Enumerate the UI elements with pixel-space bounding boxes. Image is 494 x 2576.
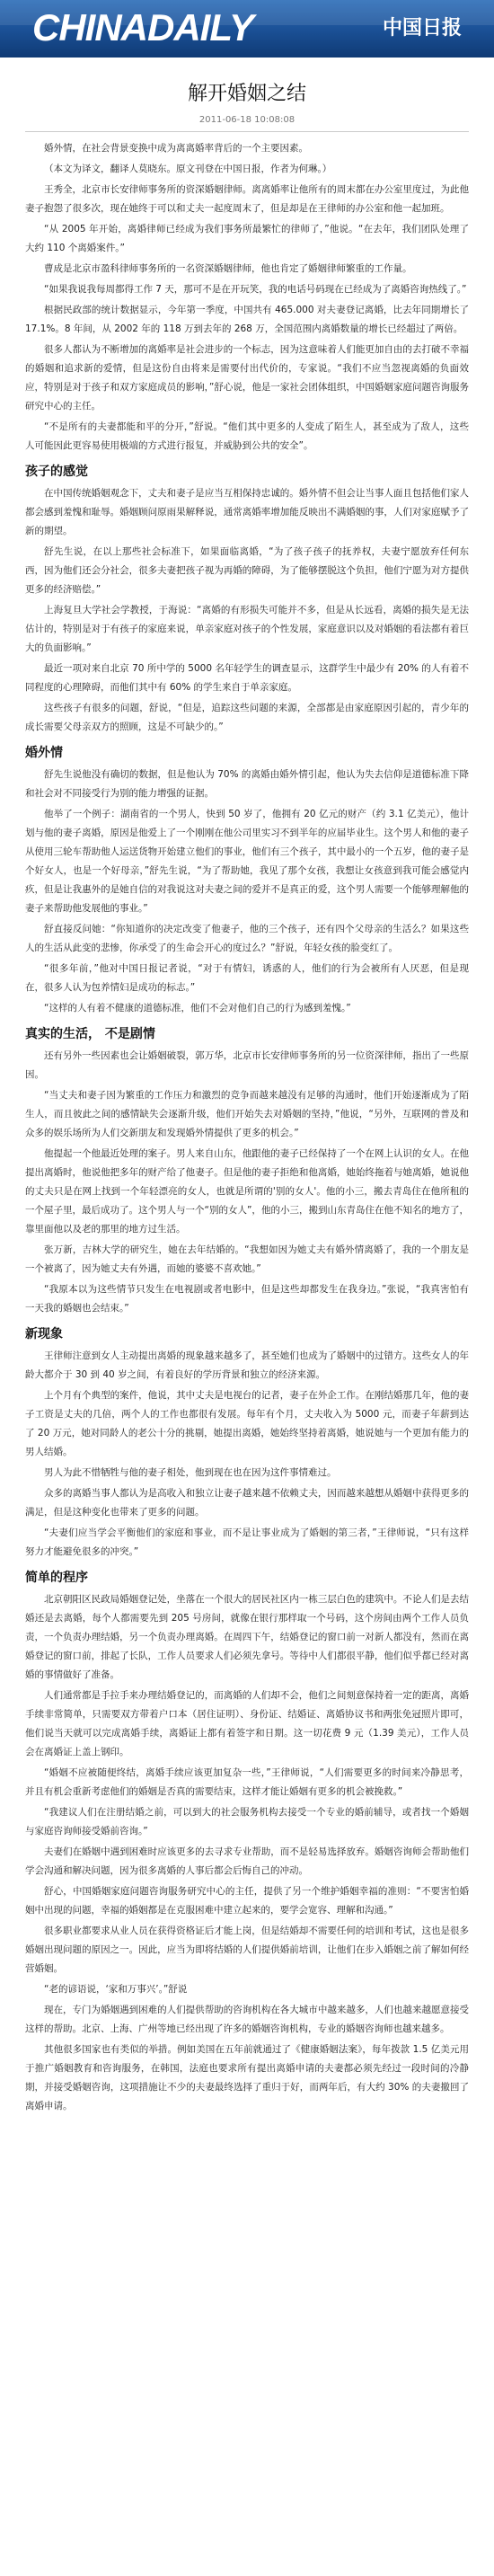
paragraph: 舒先生说，在以上那些社会标准下，如果面临离婚，“为了孩子孩子的抚养权，夫妻宁愿放弃任何东西，因为他们还会分社会，很多夫妻把孩子视为再婚的障碍，为了能够摆脱这个负担，他们宁愿为对方提供更多的经济赔偿。”	[25, 546, 469, 595]
paragraph: 舒直接反问她：“你知道你的决定改变了他妻子，他的三个孩子，还有四个父母亲的生活么？如果这些人的生活从此变的悲惨，你承受了的生命会开心的度过么？”舒说，年轻女孩的脸变红了。	[25, 924, 469, 953]
paragraph: 上个月有个典型的案件，他说，其中丈夫是电视台的记者，妻子在外企工作。在刚结婚那几年，他的妻子工资是丈夫的几倍，两个人的工作也都很有发展。每年有个月，丈夫收入为 5000 元，而妻子年薪到达了 20 万元，她对同龄人的老公十分的挑剔，她提出离婚，她始终坚持着离婚，她说她与一个更加有能力的男人结婚。	[25, 1390, 469, 1457]
paragraph: 还有另外一些因素也会让婚姻破裂，郭万华，北京市长安律师事务所的另一位资深律师，指出了一些原因。	[25, 1050, 469, 1080]
paragraph: 男人为此不惜牺牲与他的妻子相处，他到现在也在因为这件事情难过。	[44, 1467, 337, 1478]
site-logo[interactable]: CHINADAILY	[32, 6, 253, 49]
paragraph: “婚姻不应被随便终结，离婚手续应该更加复杂一些，”王律师说，“人们需要更多的时间来冷静思考，并且有机会重新考虑他们的婚姻是否真的需要结束，这样才能让婚姻有更多的机会被挽救。”	[25, 1767, 469, 1797]
paragraph: 舒心，中国婚姻家庭问题咨询服务研究中心的主任，提供了另一个维护婚姻幸福的准则：“不要害怕婚姻中出现的问题，幸福的婚姻都是在克服困难中建立起来的，要学会宽容、理解和沟通。”	[25, 1886, 469, 1916]
paragraph: 夫妻们在婚姻中遇到困难时应该更多的去寻求专业帮助，而不是轻易选择放弃。婚姻咨询师会帮助他们学会沟通和解决问题，因为很多离婚的人事后都会后悔自己的冲动。	[25, 1846, 469, 1876]
paragraph: “不是所有的夫妻都能和平的分开，”舒说。“他们其中更多的人变成了陌生人，甚至成为了敌人，这些人可能因此更容易使用极端的方式进行报复，并威胁到公共的安全”。	[25, 421, 469, 451]
paragraph: 这些孩子有很多的问题，舒说，“但是，追踪这些问题的来源，全部都是由家庭原因引起的，青少年的成长需要父母亲双方的照顾，这是不可缺少的。”	[25, 703, 469, 732]
paragraph: 他举了一个例子：湖南省的一个男人，快到 50 岁了，他拥有 20 亿元的财产（约 3.1 亿美元），他计划与他的妻子离婚，原因是他爱上了一个刚刚在他公司里实习不到半年的应届毕业生。这个男人和他的妻子从使用三轮车帮助他人运送货物开始建立他们的事业，他们有三个孩子，其中最小的一个五岁，他的妻子是个好女人，也是一个好母亲，”舒先生说，“为了帮助她，我见了那个女孩，我想让女孩意到我可能会感觉内疚，但是让我惠外的是她自信的对我说这对夫妻之间的爱并不是真正的爱，这个男人需要一个能够理解他的妻子来帮助他发展他的事业。”	[25, 809, 469, 914]
paragraph: 在中国传统婚姻观念下，丈夫和妻子是应当互相保持忠诚的。婚外情不但会让当事人面且包括他们家人都会感到羞愧和耻辱。婚姻顾问原雨果解释说，通常离婚率增加能反映出不满婚姻的事，人们对家庭赋予了新的期望。	[25, 488, 469, 536]
section-heading: 孩子的感觉	[25, 465, 88, 479]
paragraph: （本文为译文，翻译人莫晓东。原文刊登在中国日报，作者为何琳。）	[44, 164, 332, 174]
paragraph: 王秀全，北京市长安律师事务所的资深婚姻律师。离离婚率让他所有的周末都在办公室里度过，为此他妻子抱怨了很多次，现在她终于可以和丈夫一起度周末了，但是却是在王律师的办公室和他一起加班。	[25, 184, 469, 214]
paragraph: “很多年前，”他对中国日报记者说，“对于有情妇，诱惑的人，他们的行为会被所有人厌恶，但是现在，很多人认为包养情妇是成功的标志。”	[25, 963, 469, 993]
article-date: 2011-06-18 10:08:08	[198, 115, 296, 125]
paragraph: 其他很多国家也有类似的举措。例如美国在五年前就通过了《健康婚姻法案》，每年拨款 1.5 亿美元用于推广婚姻教育和咨询服务，在韩国，法庭也要求所有提出离婚申请的夫妻都必须先经过一段时间的冷静期，并接受婚姻咨询，这项措施让不少的夫妻最终选择了重归于好，而两年后，有大约 30% 的夫妻撤回了离婚申请。	[25, 2044, 469, 2111]
paragraph: 很多人都认为不断增加的离婚率是社会进步的一个标志，因为这意味着人们能更加自由的去打破不幸福的婚姻和追求新的爱情，但是这份自由将来是需要付出代价的，专家说。“我们不应当忽视离婚的负面效应，特别是对于孩子和双方家庭成员的影响，”舒心说，他是一家社会团体组织，中国婚姻家庭问题咨询服务研究中心的主任。	[25, 344, 469, 412]
paragraph: “夫妻们应当学会平衡他们的家庭和事业，而不是让事业成为了婚姻的第三者，”王律师说，“只有这样努力才能避免很多的冲突。”	[25, 1527, 469, 1557]
paragraph: 上海复旦大学社会学教授，于海说：“离婚的有形损失可能并不多，但是从长远看，离婚的损失是无法估计的，特别是对于有孩子的家庭来说，单亲家庭对孩子的个性发展，家庭意识以及对婚姻的看法都有着巨大的负面影响。”	[25, 605, 469, 653]
paragraph: 北京朝阳区民政局婚姻登记处，坐落在一个很大的居民社区内一栋三层白色的建筑中。不论人们是去结婚还是去离婚，每个人都需要先到 205 号房间，就像在银行那样取一个号码，这个房间由两个工作人员负责，一个负责办理结婚，另一个负责办理离婚。在周四下午，结婚登记的窗口前一对新人都没有，然而在离婚登记的窗口前，排起了长队，工作人员要求人们必须先拿号。等待中人们都很平静，他们似乎都已经对离婚的事情做好了准备。	[25, 1594, 469, 1680]
paragraph: “这样的人有着不健康的道德标准，他们不会对他们自己的行为感到羞愧。”	[44, 1003, 351, 1014]
section-heading: 真实的生活， 不是剧情	[25, 1027, 155, 1041]
paragraph: “从 2005 年开始，离婚律师已经成为我们事务所最繁忙的律师了，”他说。“在去年，我们团队处理了大约 110 个离婚案件。”	[25, 224, 469, 253]
paragraph: 人们通常都是手拉手来办理结婚登记的，而离婚的人们却不会，他们之间刻意保持着一定的距离，离婚手续非常简单，只需要双方带着户口本（居住证明）、身份证、结婚证、离婚协议书和两张免冠照片即可，他们说当天就可以完成离婚手续，离婚证上都有着签字和日期。这一切花费 9 元（1.39 美元），工作人员会在离婚证上盖上钢印。	[25, 1690, 469, 1757]
paragraph: “当丈夫和妻子因为繁重的工作压力和激烈的竞争而越来越没有足够的沟通时，他们开始逐渐成为了陌生人，而且彼此之间的感情缺失会逐渐升级，他们开始失去对婚姻的坚持，”他说，“另外，互联网的普及和众多的娱乐场所为人们交新朋友和发现婚外情提供了更多的机会。”	[25, 1090, 469, 1138]
section-heading: 新现象	[25, 1327, 63, 1341]
section-heading: 婚外情	[25, 746, 63, 760]
paragraph: “我原本以为这些情节只发生在电视剧或者电影中，但是这些却都发生在我身边。”张说，“我真害怕有一天我的婚姻也会结束。”	[25, 1284, 469, 1314]
paragraph: 张万新，吉林大学的研究生，她在去年结婚的。“我想如因为她丈夫有婚外情离婚了，我的一个朋友是一个被离了，因为她丈夫有外遇，而她的婆婆不喜欢她。”	[25, 1244, 469, 1274]
paragraph: 很多职业都要求从业人员在获得资格证后才能上岗，但是结婚却不需要任何的培训和考试，这也是很多婚姻出现问题的原因之一。因此，应当为即将结婚的人们提供婚前培训，让他们在步入婚姻之前了解如何经营婚姻。	[25, 1925, 469, 1974]
paragraph: 王律师注意到女人主动提出离婚的现象越来越多了，甚至她们也成为了婚姻中的过错方。这些女人的年龄大都介于 30 到 40 岁之间，有着良好的学历背景和独立的经济来源。	[25, 1350, 469, 1380]
paragraph: 婚外情，在社会背景变换中成为离离婚率背后的一个主要因素。	[44, 143, 308, 154]
paragraph: “如果我说我每周都得工作 7 天，那可不是在开玩笑，我的电话号码现在已经成为了离婚咨询热线了。”	[44, 284, 467, 295]
paragraph: 曹成是北京市盈科律师事务所的一名资深婚姻律师，他也肯定了婚姻律师繁重的工作量。	[44, 263, 412, 274]
title-divider	[25, 131, 469, 132]
paragraph: “我建议人们在注册结婚之前，可以到大的社会服务机构去接受一个专业的婚前辅导，或者找一个婚姻与家庭咨询师接受婚前咨询。”	[25, 1807, 469, 1837]
section-heading: 简单的程序	[25, 1571, 88, 1585]
article-title: 解开婚姻之结	[187, 83, 306, 105]
site-header	[0, 0, 494, 58]
paragraph: 众多的离婚当事人都认为是高收入和独立让妻子越来越不依赖丈夫，因而越来越想从婚姻中获得更多的满足，但是这种变化也带来了更多的问题。	[25, 1488, 469, 1518]
paragraph: 最近一项对来自北京 70 所中学的 5000 名年轻学生的调查显示，这群学生中最少有 20% 的人有着不同程度的心理障碍，而他们其中有 60% 的学生来自于单亲家庭。	[25, 663, 469, 693]
article-body	[25, 139, 469, 2116]
paragraph: 他提起一个他最近处理的案子。男人来自山东，他跟他的妻子已经保持了一个在网上认识的女人。在他提出离婚时，他说他把多年的财产给了他妻子。但是他的妻子拒绝和他离婚，她始终拖着与她离婚，她说他的丈夫只是在网上找到一个年轻漂亮的女人，也就是所谓的'别的女人'。他的小三，搬去青岛住在他所租的一个屋子里，最后成功了。这个男人与一个“别的女人”，他的小三，搬到山东青岛住在他不知名的地方了，靠里面他以及老的那里的地方过生活。	[25, 1148, 469, 1235]
paragraph: 根据民政部的统计数据显示，今年第一季度，中国共有 465.000 对夫妻登记离婚，比去年同期增长了 17.1%。8 年间，从 2002 年的 118 万到去年的 268 万，全国范围内离婚数量的增长已经超过了两倍。	[25, 305, 469, 334]
article	[25, 58, 469, 2127]
site-logo-cn[interactable]: 中国日报	[382, 16, 462, 40]
paragraph: “老的谚语说，‘家和万事兴’。”舒说	[44, 1984, 188, 1995]
paragraph: 现在，专门为婚姻遇到困难的人们提供帮助的咨询机构在各大城市中越来越多，人们也越来越愿意接受这样的帮助。北京、上海、广州等地已经出现了许多的婚姻咨询机构，专业的婚姻咨询师也越来越多。	[25, 2005, 469, 2034]
paragraph: 舒先生说他没有确切的数据，但是他认为 70% 的离婚由婚外情引起，他认为失去信仰是道德标准下降和社会对不同接受行为别的能力增强的证据。	[25, 769, 469, 799]
